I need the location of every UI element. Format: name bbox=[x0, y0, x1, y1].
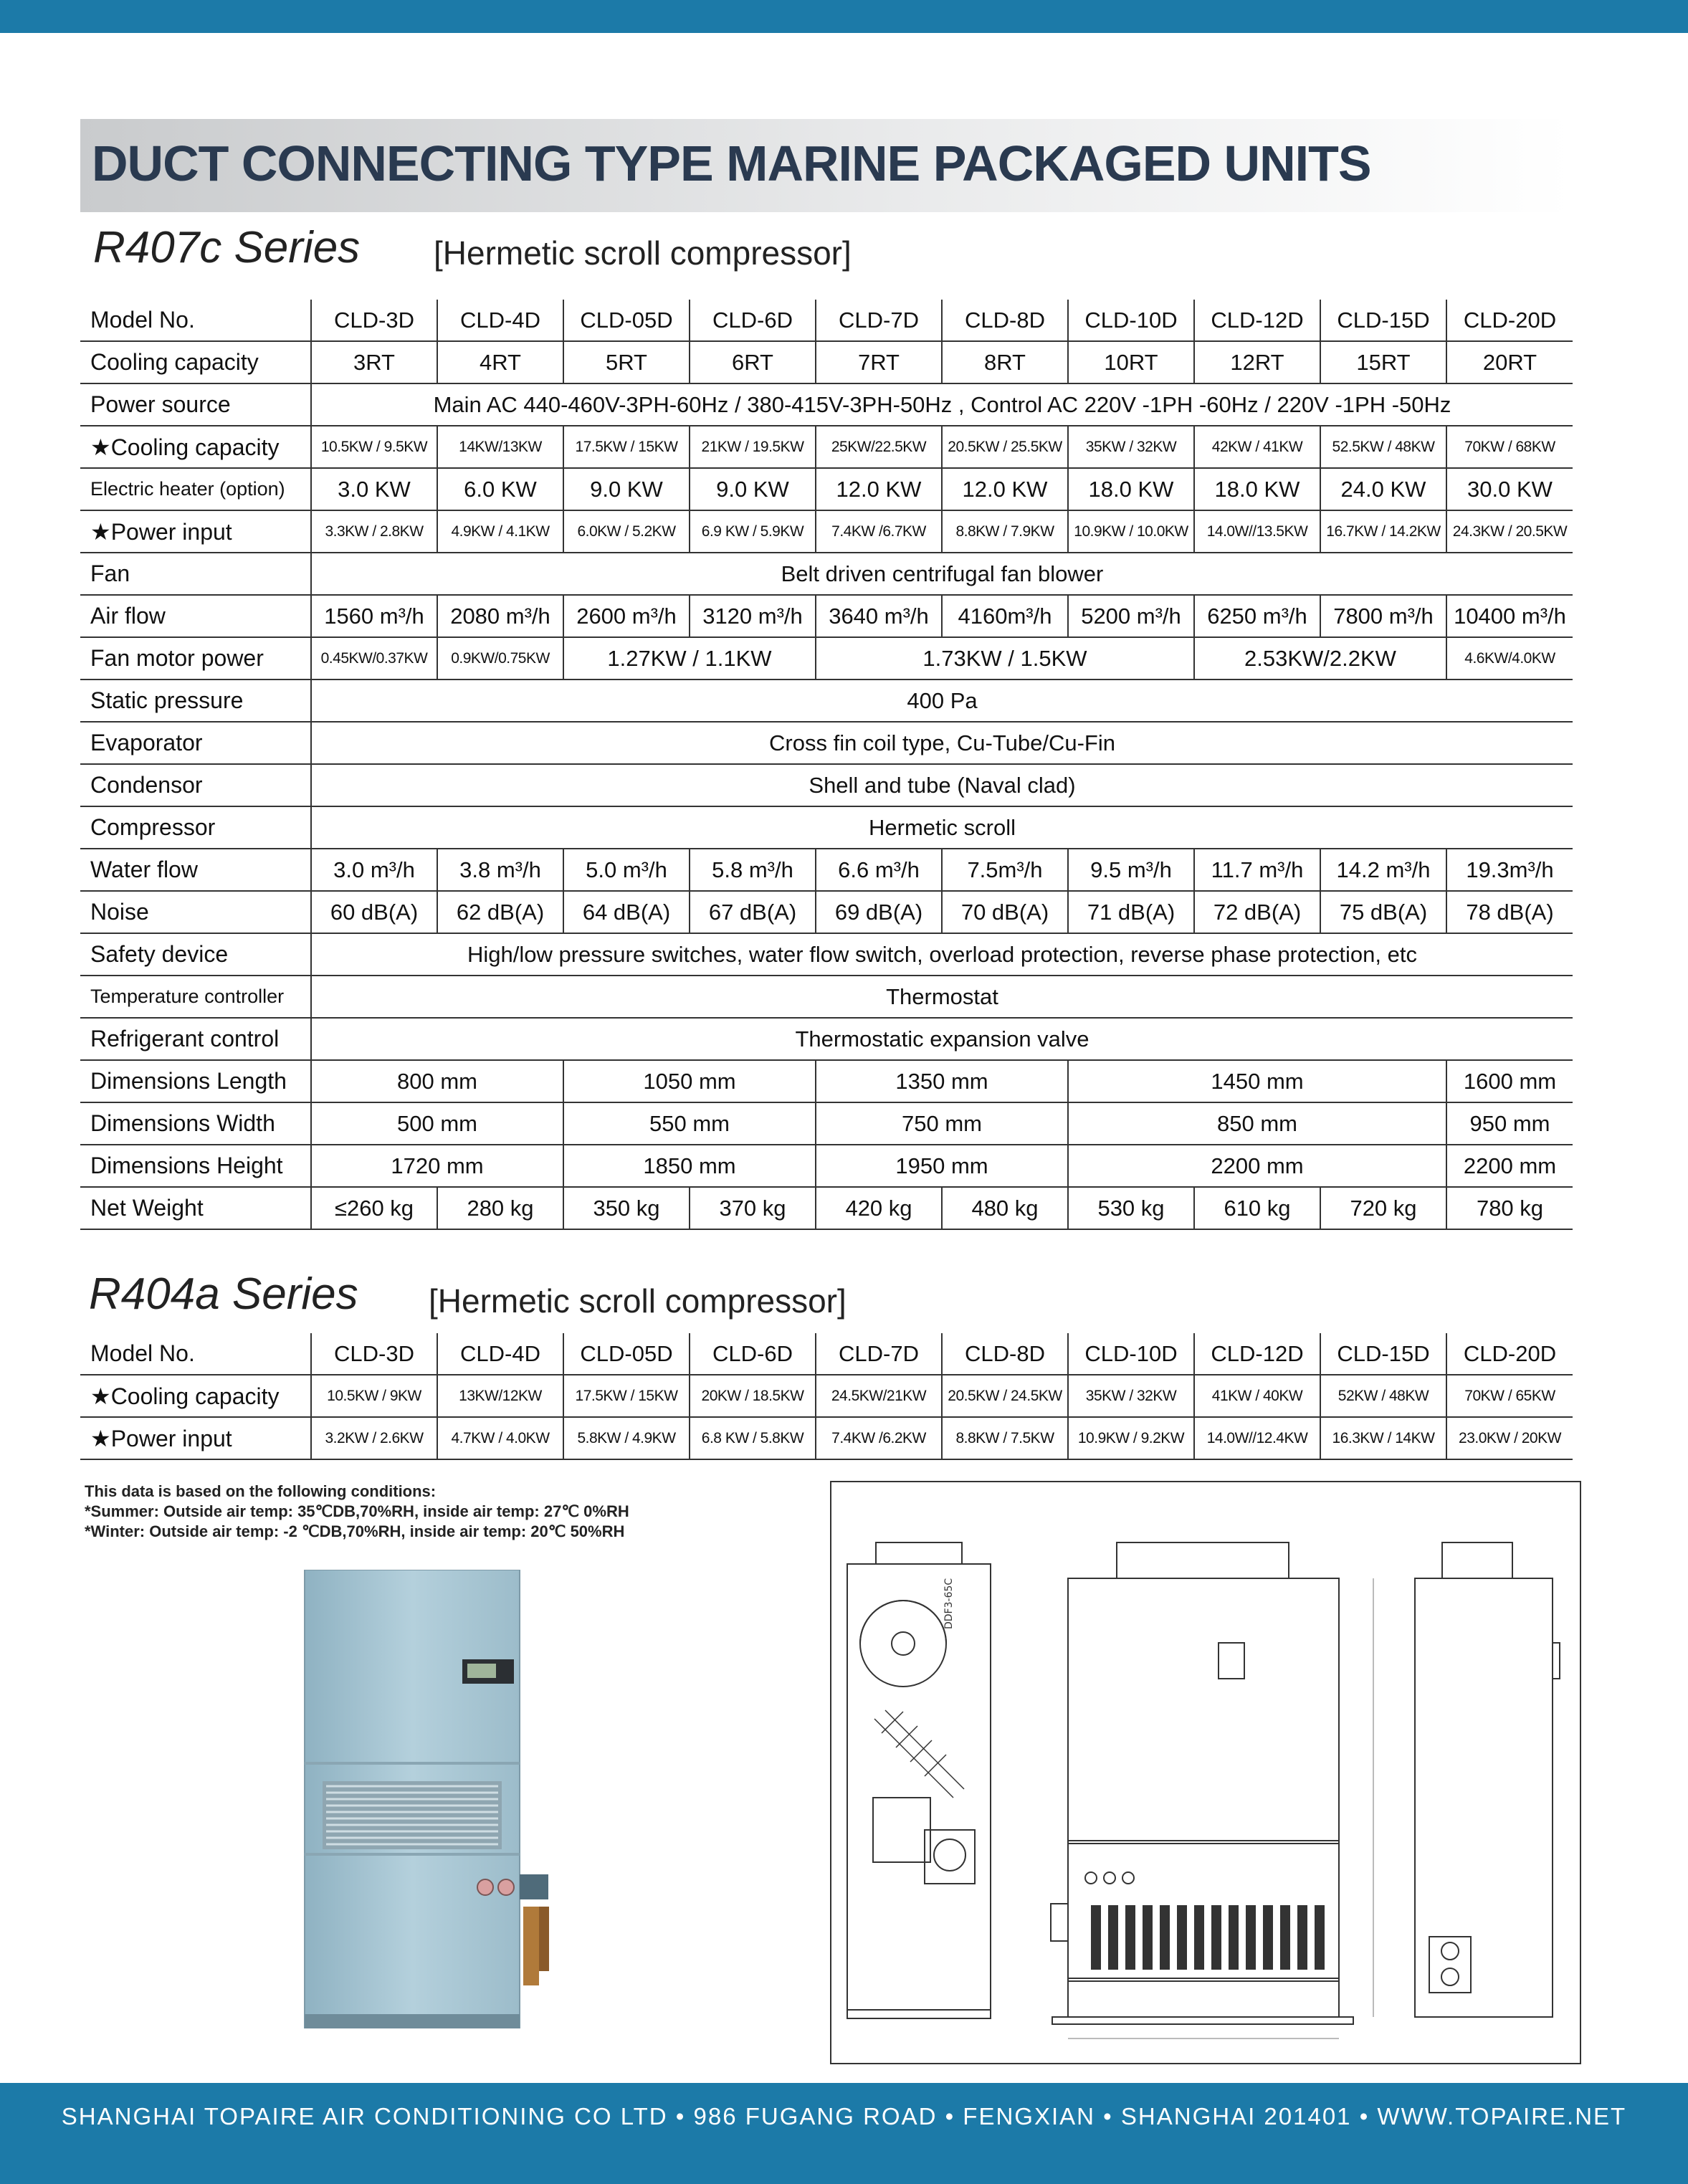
table-cell: Belt driven centrifugal fan blower bbox=[311, 553, 1573, 595]
row-label: Refrigerant control bbox=[80, 1018, 311, 1060]
table-cell: 8RT bbox=[942, 341, 1068, 383]
table-cell: 5200 m³/h bbox=[1068, 595, 1194, 637]
r404a-spec-table bbox=[80, 1333, 1573, 1460]
table-cell: 6.8 KW / 5.8KW bbox=[690, 1417, 816, 1459]
table-cell: CLD-20D bbox=[1446, 1333, 1573, 1375]
table-cell: 370 kg bbox=[690, 1187, 816, 1229]
table-cell: 52.5KW / 48KW bbox=[1320, 426, 1446, 468]
table-cell: 24.5KW/21KW bbox=[816, 1375, 942, 1417]
technical-drawing bbox=[830, 1481, 1581, 2064]
footer-address: SHANGHAI TOPAIRE AIR CONDITIONING CO LTD • 986 FUGANG ROAD • FENGXIAN • SHANGHAI 201401 • WWW.TOPAIRE.NET bbox=[61, 2103, 1627, 2130]
pressure-gauge-icon bbox=[477, 1879, 493, 1895]
table-cell: CLD-10D bbox=[1068, 300, 1194, 341]
table-cell: CLD-4D bbox=[437, 300, 563, 341]
table-cell: 500 mm bbox=[311, 1102, 563, 1145]
conditions-summer: *Summer: Outside air temp: 35℃DB,70%RH, inside air temp: 27℃ 0%RH bbox=[85, 1502, 629, 1520]
table-row bbox=[80, 891, 1573, 933]
row-label: Model No. bbox=[80, 300, 311, 341]
table-row bbox=[80, 300, 1573, 341]
r407c-compressor-label: [Hermetic scroll compressor] bbox=[434, 234, 852, 272]
row-label: Safety device bbox=[80, 933, 311, 976]
table-cell: 780 kg bbox=[1446, 1187, 1573, 1229]
row-label: ★Power input bbox=[80, 510, 311, 553]
table-cell: 1450 mm bbox=[1068, 1060, 1446, 1102]
table-cell: 3120 m³/h bbox=[690, 595, 816, 637]
table-cell: 6250 m³/h bbox=[1194, 595, 1320, 637]
table-cell: 25KW/22.5KW bbox=[816, 426, 942, 468]
table-cell: 35KW / 32KW bbox=[1068, 426, 1194, 468]
table-cell: CLD-12D bbox=[1194, 1333, 1320, 1375]
table-cell: 3.3KW / 2.8KW bbox=[311, 510, 437, 553]
row-label: Static pressure bbox=[80, 679, 311, 722]
table-row bbox=[80, 1333, 1573, 1375]
table-cell: CLD-7D bbox=[816, 1333, 942, 1375]
table-cell: 480 kg bbox=[942, 1187, 1068, 1229]
table-cell: CLD-6D bbox=[690, 300, 816, 341]
table-cell: 2080 m³/h bbox=[437, 595, 563, 637]
table-cell: 35KW / 32KW bbox=[1068, 1375, 1194, 1417]
table-cell: 5.8KW / 4.9KW bbox=[563, 1417, 690, 1459]
table-cell: 9.5 m³/h bbox=[1068, 849, 1194, 891]
table-cell: CLD-4D bbox=[437, 1333, 563, 1375]
table-cell: 15RT bbox=[1320, 341, 1446, 383]
table-cell: 42KW / 41KW bbox=[1194, 426, 1320, 468]
table-row bbox=[80, 383, 1573, 426]
table-cell: CLD-12D bbox=[1194, 300, 1320, 341]
row-label: ★Cooling capacity bbox=[80, 1375, 311, 1417]
table-cell: 70KW / 65KW bbox=[1446, 1375, 1573, 1417]
table-cell: Cross fin coil type, Cu-Tube/Cu-Fin bbox=[311, 722, 1573, 764]
row-label: Fan bbox=[80, 553, 311, 595]
row-label: Power source bbox=[80, 383, 311, 426]
table-row bbox=[80, 553, 1573, 595]
r404a-series-title: R404a Series bbox=[89, 1269, 358, 1319]
table-cell: 2.53KW/2.2KW bbox=[1194, 637, 1446, 679]
table-cell: 41KW / 40KW bbox=[1194, 1375, 1320, 1417]
table-cell: 4.7KW / 4.0KW bbox=[437, 1417, 563, 1459]
table-cell: 17.5KW / 15KW bbox=[563, 1375, 690, 1417]
row-label: Air flow bbox=[80, 595, 311, 637]
table-cell: 1350 mm bbox=[816, 1060, 1068, 1102]
table-cell: 18.0 KW bbox=[1194, 468, 1320, 510]
table-cell: 4RT bbox=[437, 341, 563, 383]
table-cell: 71 dB(A) bbox=[1068, 891, 1194, 933]
top-color-bar bbox=[0, 0, 1688, 33]
table-cell: CLD-05D bbox=[563, 300, 690, 341]
table-cell: 7.4KW /6.7KW bbox=[816, 510, 942, 553]
table-cell: 20.5KW / 25.5KW bbox=[942, 426, 1068, 468]
table-cell: 3RT bbox=[311, 341, 437, 383]
table-cell: 4160m³/h bbox=[942, 595, 1068, 637]
table-cell: 1.73KW / 1.5KW bbox=[816, 637, 1194, 679]
r407c-spec-table bbox=[80, 300, 1573, 1230]
table-cell: 2200 mm bbox=[1068, 1145, 1446, 1187]
table-cell: Thermostat bbox=[311, 976, 1573, 1018]
table-row bbox=[80, 1187, 1573, 1229]
row-label: Evaporator bbox=[80, 722, 311, 764]
table-cell: 1720 mm bbox=[311, 1145, 563, 1187]
table-cell: 24.3KW / 20.5KW bbox=[1446, 510, 1573, 553]
table-cell: 2600 m³/h bbox=[563, 595, 690, 637]
table-cell: High/low pressure switches, water flow switch, overload protection, reverse phase protection, etc bbox=[311, 933, 1573, 976]
table-cell: 950 mm bbox=[1446, 1102, 1573, 1145]
table-cell: 72 dB(A) bbox=[1194, 891, 1320, 933]
drawing-model-label: DDF3-65C bbox=[943, 1578, 955, 1629]
table-cell: 14.2 m³/h bbox=[1320, 849, 1446, 891]
table-cell: 400 Pa bbox=[311, 679, 1573, 722]
table-row bbox=[80, 1417, 1573, 1459]
unit-photo bbox=[287, 1570, 555, 2028]
table-cell: 70 dB(A) bbox=[942, 891, 1068, 933]
table-cell: 1950 mm bbox=[816, 1145, 1068, 1187]
row-label: Noise bbox=[80, 891, 311, 933]
table-cell: 69 dB(A) bbox=[816, 891, 942, 933]
table-cell: 1560 m³/h bbox=[311, 595, 437, 637]
table-cell: 750 mm bbox=[816, 1102, 1068, 1145]
table-cell: 3640 m³/h bbox=[816, 595, 942, 637]
row-label: Electric heater (option) bbox=[80, 468, 311, 510]
table-row bbox=[80, 679, 1573, 722]
table-cell: 1050 mm bbox=[563, 1060, 816, 1102]
table-cell: 8.8KW / 7.5KW bbox=[942, 1417, 1068, 1459]
dimension-drawing-svg bbox=[831, 1482, 1580, 2063]
table-cell: CLD-15D bbox=[1320, 300, 1446, 341]
table-cell: 10.5KW / 9.5KW bbox=[311, 426, 437, 468]
table-cell: 4.9KW / 4.1KW bbox=[437, 510, 563, 553]
table-row bbox=[80, 1145, 1573, 1187]
table-cell: 14.0W//13.5KW bbox=[1194, 510, 1320, 553]
table-cell: ≤260 kg bbox=[311, 1187, 437, 1229]
table-cell: CLD-6D bbox=[690, 1333, 816, 1375]
table-row bbox=[80, 510, 1573, 553]
table-cell: 5RT bbox=[563, 341, 690, 383]
table-cell: 7.5m³/h bbox=[942, 849, 1068, 891]
table-cell: 11.7 m³/h bbox=[1194, 849, 1320, 891]
table-cell: 3.8 m³/h bbox=[437, 849, 563, 891]
table-cell: 610 kg bbox=[1194, 1187, 1320, 1229]
table-cell: Thermostatic expansion valve bbox=[311, 1018, 1573, 1060]
row-label: Dimensions Length bbox=[80, 1060, 311, 1102]
table-cell: 530 kg bbox=[1068, 1187, 1194, 1229]
table-cell: CLD-8D bbox=[942, 300, 1068, 341]
table-cell: 14KW/13KW bbox=[437, 426, 563, 468]
table-cell: CLD-3D bbox=[311, 300, 437, 341]
table-cell: 70KW / 68KW bbox=[1446, 426, 1573, 468]
page-title: DUCT CONNECTING TYPE MARINE PACKAGED UNITS bbox=[92, 135, 1371, 191]
row-label: Dimensions Width bbox=[80, 1102, 311, 1145]
table-row bbox=[80, 1060, 1573, 1102]
table-cell: 78 dB(A) bbox=[1446, 891, 1573, 933]
table-cell: 75 dB(A) bbox=[1320, 891, 1446, 933]
table-cell: 12RT bbox=[1194, 341, 1320, 383]
table-cell: 0.9KW/0.75KW bbox=[437, 637, 563, 679]
table-cell: 64 dB(A) bbox=[563, 891, 690, 933]
table-cell: CLD-7D bbox=[816, 300, 942, 341]
table-cell: 60 dB(A) bbox=[311, 891, 437, 933]
table-cell: CLD-20D bbox=[1446, 300, 1573, 341]
table-row bbox=[80, 764, 1573, 806]
table-cell: 62 dB(A) bbox=[437, 891, 563, 933]
table-cell: 12.0 KW bbox=[942, 468, 1068, 510]
table-cell: Shell and tube (Naval clad) bbox=[311, 764, 1573, 806]
copper-pipe bbox=[523, 1907, 539, 1985]
table-cell: 800 mm bbox=[311, 1060, 563, 1102]
table-cell: 52KW / 48KW bbox=[1320, 1375, 1446, 1417]
table-cell: CLD-8D bbox=[942, 1333, 1068, 1375]
table-cell: 0.45KW/0.37KW bbox=[311, 637, 437, 679]
row-label: Condensor bbox=[80, 764, 311, 806]
table-cell: 420 kg bbox=[816, 1187, 942, 1229]
table-cell: 23.0KW / 20KW bbox=[1446, 1417, 1573, 1459]
table-row bbox=[80, 933, 1573, 976]
table-cell: 5.8 m³/h bbox=[690, 849, 816, 891]
conditions-heading: This data is based on the following conditions: bbox=[85, 1482, 437, 1500]
table-cell: 16.7KW / 14.2KW bbox=[1320, 510, 1446, 553]
table-cell: 280 kg bbox=[437, 1187, 563, 1229]
table-cell: 6.0KW / 5.2KW bbox=[563, 510, 690, 553]
table-cell: 1600 mm bbox=[1446, 1060, 1573, 1102]
row-label: Compressor bbox=[80, 806, 311, 849]
table-cell: 14.0W//12.4KW bbox=[1194, 1417, 1320, 1459]
table-cell: 6RT bbox=[690, 341, 816, 383]
table-cell: 1.27KW / 1.1KW bbox=[563, 637, 816, 679]
row-label: Water flow bbox=[80, 849, 311, 891]
row-label: Temperature controller bbox=[80, 976, 311, 1018]
table-row bbox=[80, 1018, 1573, 1060]
table-row bbox=[80, 595, 1573, 637]
table-cell: 20.5KW / 24.5KW bbox=[942, 1375, 1068, 1417]
table-cell: 12.0 KW bbox=[816, 468, 942, 510]
r407c-series-title: R407c Series bbox=[93, 223, 361, 272]
table-row bbox=[80, 468, 1573, 510]
conditions-winter: *Winter: Outside air temp: -2 ℃DB,70%RH, inside air temp: 20℃ 50%RH bbox=[85, 1522, 625, 1540]
table-cell: 6.6 m³/h bbox=[816, 849, 942, 891]
r404a-compressor-label: [Hermetic scroll compressor] bbox=[429, 1282, 847, 1320]
table-cell: 9.0 KW bbox=[563, 468, 690, 510]
row-label: Model No. bbox=[80, 1333, 311, 1375]
table-cell: 19.3m³/h bbox=[1446, 849, 1573, 891]
footer-bar bbox=[0, 2083, 1688, 2184]
table-cell: Main AC 440-460V-3PH-60Hz / 380-415V-3PH-50Hz , Control AC 220V -1PH -60Hz / 220V -1PH -50Hz bbox=[311, 383, 1573, 426]
table-cell: 1850 mm bbox=[563, 1145, 816, 1187]
table-cell: 3.2KW / 2.6KW bbox=[311, 1417, 437, 1459]
table-cell: 5.0 m³/h bbox=[563, 849, 690, 891]
row-label: Dimensions Height bbox=[80, 1145, 311, 1187]
table-row bbox=[80, 341, 1573, 383]
table-cell: 9.0 KW bbox=[690, 468, 816, 510]
table-cell: 21KW / 19.5KW bbox=[690, 426, 816, 468]
table-row bbox=[80, 426, 1573, 468]
table-cell: 17.5KW / 15KW bbox=[563, 426, 690, 468]
table-row bbox=[80, 976, 1573, 1018]
table-cell: 2200 mm bbox=[1446, 1145, 1573, 1187]
row-label: Cooling capacity bbox=[80, 341, 311, 383]
table-cell: 7RT bbox=[816, 341, 942, 383]
table-cell: 550 mm bbox=[563, 1102, 816, 1145]
table-cell: CLD-15D bbox=[1320, 1333, 1446, 1375]
table-cell: 3.0 KW bbox=[311, 468, 437, 510]
table-cell: 6.0 KW bbox=[437, 468, 563, 510]
table-cell: 67 dB(A) bbox=[690, 891, 816, 933]
row-label: Fan motor power bbox=[80, 637, 311, 679]
table-cell: 30.0 KW bbox=[1446, 468, 1573, 510]
table-cell: 7.4KW /6.2KW bbox=[816, 1417, 942, 1459]
table-cell: 20RT bbox=[1446, 341, 1573, 383]
table-cell: 20KW / 18.5KW bbox=[690, 1375, 816, 1417]
table-row bbox=[80, 722, 1573, 764]
table-cell: 10400 m³/h bbox=[1446, 595, 1573, 637]
table-cell: 720 kg bbox=[1320, 1187, 1446, 1229]
table-cell: CLD-3D bbox=[311, 1333, 437, 1375]
table-row bbox=[80, 1375, 1573, 1417]
table-cell: 8.8KW / 7.9KW bbox=[942, 510, 1068, 553]
table-row bbox=[80, 637, 1573, 679]
table-cell: 6.9 KW / 5.9KW bbox=[690, 510, 816, 553]
test-conditions bbox=[85, 1482, 629, 1542]
table-cell: 18.0 KW bbox=[1068, 468, 1194, 510]
table-cell: 10.9KW / 10.0KW bbox=[1068, 510, 1194, 553]
table-cell: 24.0 KW bbox=[1320, 468, 1446, 510]
table-cell: Hermetic scroll bbox=[311, 806, 1573, 849]
table-cell: 4.6KW/4.0KW bbox=[1446, 637, 1573, 679]
row-label: ★Power input bbox=[80, 1417, 311, 1459]
row-label: Net Weight bbox=[80, 1187, 311, 1229]
table-cell: CLD-10D bbox=[1068, 1333, 1194, 1375]
table-cell: 10.5KW / 9KW bbox=[311, 1375, 437, 1417]
table-row bbox=[80, 1102, 1573, 1145]
table-cell: 16.3KW / 14KW bbox=[1320, 1417, 1446, 1459]
row-label: ★Cooling capacity bbox=[80, 426, 311, 468]
table-cell: CLD-05D bbox=[563, 1333, 690, 1375]
table-cell: 7800 m³/h bbox=[1320, 595, 1446, 637]
table-cell: 10.9KW / 9.2KW bbox=[1068, 1417, 1194, 1459]
table-cell: 13KW/12KW bbox=[437, 1375, 563, 1417]
pressure-gauge-icon bbox=[498, 1879, 514, 1895]
table-cell: 3.0 m³/h bbox=[311, 849, 437, 891]
table-row bbox=[80, 806, 1573, 849]
table-cell: 850 mm bbox=[1068, 1102, 1446, 1145]
table-cell: 10RT bbox=[1068, 341, 1194, 383]
table-row bbox=[80, 849, 1573, 891]
table-cell: 350 kg bbox=[563, 1187, 690, 1229]
